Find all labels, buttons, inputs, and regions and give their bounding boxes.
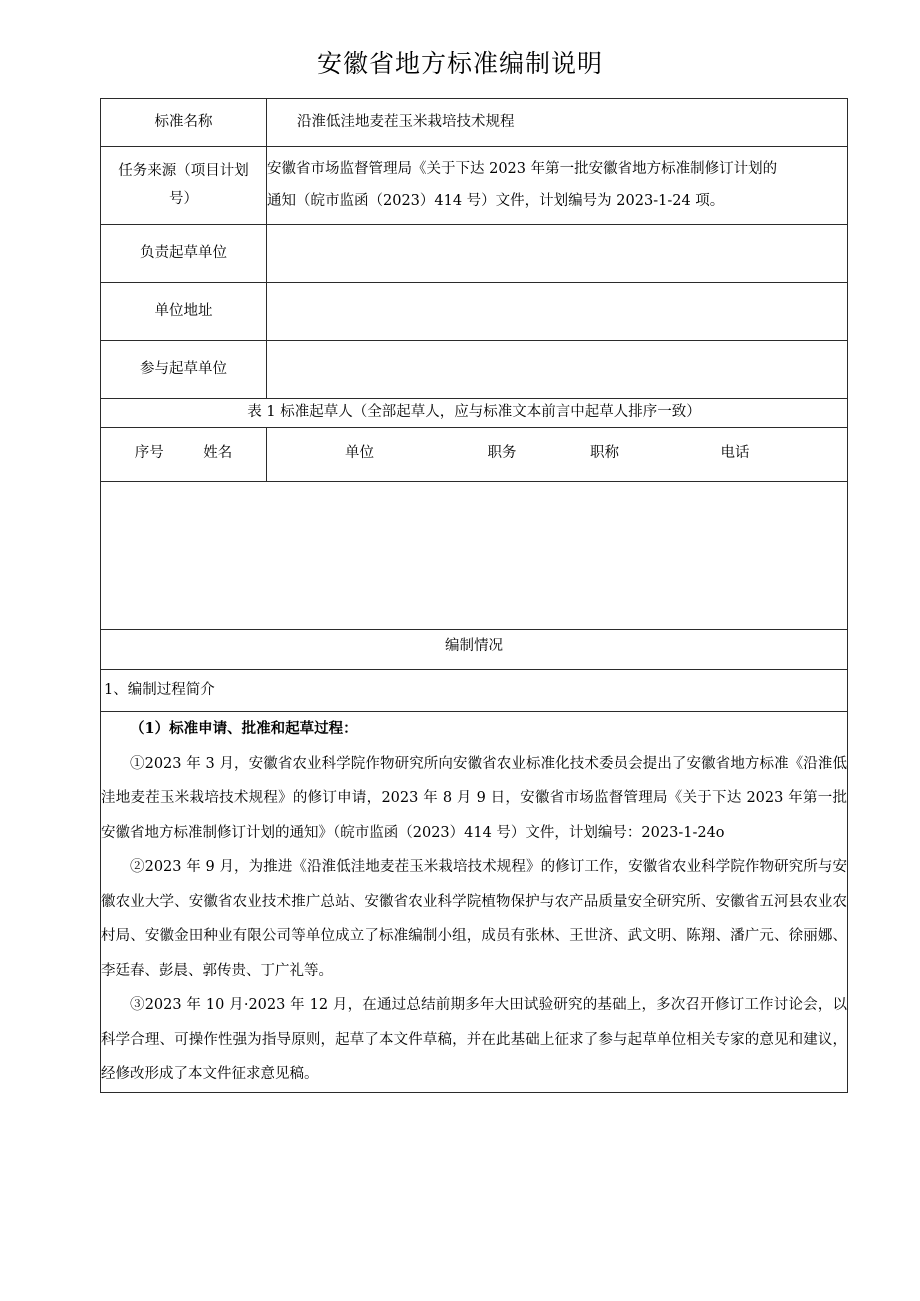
table-row-compilation-item1 [101, 669, 848, 712]
compilation-paragraph-3: ③2023 年 10 月·2023 年 12 月，在通过总结前期多年大田试验研究的基础上，多次召开修订工作讨论会，以科学合理、可操作性强为指导原则，起草了本文件草稿，并在此基础上征求了参与起草单位相关专家的意见和建议，经修改形成了本文件征求意见稿。 [101, 997, 847, 1083]
compilation-prose [101, 712, 847, 1092]
table-row-compilation-body [101, 712, 848, 1093]
table-row-lead-drafting-unit [101, 225, 848, 283]
table-row-drafter-empty-body [101, 481, 848, 629]
table-row-task-source [101, 147, 848, 225]
table-row-compilation-heading [101, 629, 848, 669]
table-row-drafter-header [101, 427, 848, 481]
value-participating-units[interactable] [267, 341, 848, 399]
table-row-drafter-caption [101, 399, 848, 428]
label-task-source-line2: 号） [169, 190, 198, 207]
value-standard-name: 沿淮低洼地麦茬玉米栽培技术规程 [267, 99, 848, 147]
value-task-source [267, 147, 848, 225]
drafter-header-right-group [267, 427, 848, 481]
column-header-duty: 职务 [487, 445, 517, 462]
label-task-source-line1: 任务来源（项目计划 [118, 162, 249, 179]
compilation-item-1-label: 1、编制过程简介 [101, 669, 848, 712]
column-header-phone: 电话 [720, 445, 750, 462]
table-row-unit-address [101, 283, 848, 341]
standard-info-table [100, 98, 848, 1093]
value-unit-address[interactable] [267, 283, 848, 341]
label-participating-units: 参与起草单位 [101, 341, 267, 399]
value-lead-drafting-unit[interactable] [267, 225, 848, 283]
compilation-body-cell [101, 712, 848, 1093]
drafter-table-caption: 表 1 标准起草人（全部起草人，应与标准文本前言中起草人排序一致） [101, 399, 848, 428]
drafter-empty-area[interactable] [101, 481, 848, 629]
column-header-unit: 单位 [345, 445, 374, 462]
compilation-section-title: 编制情况 [101, 629, 848, 669]
compilation-subheading: （1）标准申请、批准和起草过程： [130, 720, 358, 738]
value-task-source-line1: 安徽省市场监督管理局《关于下达 2023 年第一批安徽省地方标准制修订计划的 [267, 161, 778, 178]
label-task-source [101, 147, 267, 225]
compilation-paragraph-1: ①2023 年 3 月，安徽省农业科学院作物研究所向安徽省农业标准化技术委员会提出了安徽省地方标准《沿淮低洼地麦茬玉米栽培技术规程》的修订申请，2023 年 8 月 9 日，安徽省市场监督管理局《关于下达 2023 年第一批安徽省地方标准制修订计划的通知》（皖市监函（2023）414 号）文件，计划编号：2023-1-24o [101, 755, 847, 841]
table-row-participating-units [101, 341, 848, 399]
compilation-paragraph-2: ②2023 年 9 月，为推进《沿淮低洼地麦茬玉米栽培技术规程》的修订工作，安徽省农业科学院作物研究所与安徽农业大学、安徽省农业技术推广总站、安徽省农业科学院植物保护与农产品质量安全研究所、安徽省五河县农业农村局、安徽金田种业有限公司等单位成立了标准编制小组，成员有张林、王世济、武文明、陈翔、潘广元、徐丽娜、李廷春、彭晨、郭传贵、丁广礼等。 [101, 859, 847, 979]
page-title: 安徽省地方标准编制说明 [316, 49, 603, 78]
column-header-seq: 序号 [134, 445, 164, 462]
label-standard-name: 标准名称 [101, 99, 267, 147]
label-lead-drafting-unit: 负责起草单位 [101, 225, 267, 283]
table-row-standard-name [101, 99, 848, 147]
value-task-source-line2: 通知（皖市监函（2023）414 号）文件，计划编号为 2023-1-24 项。 [267, 192, 725, 209]
drafter-header-left-group [101, 427, 267, 481]
column-header-name: 姓名 [203, 445, 233, 462]
label-unit-address: 单位地址 [101, 283, 267, 341]
column-header-title: 职称 [590, 445, 619, 462]
